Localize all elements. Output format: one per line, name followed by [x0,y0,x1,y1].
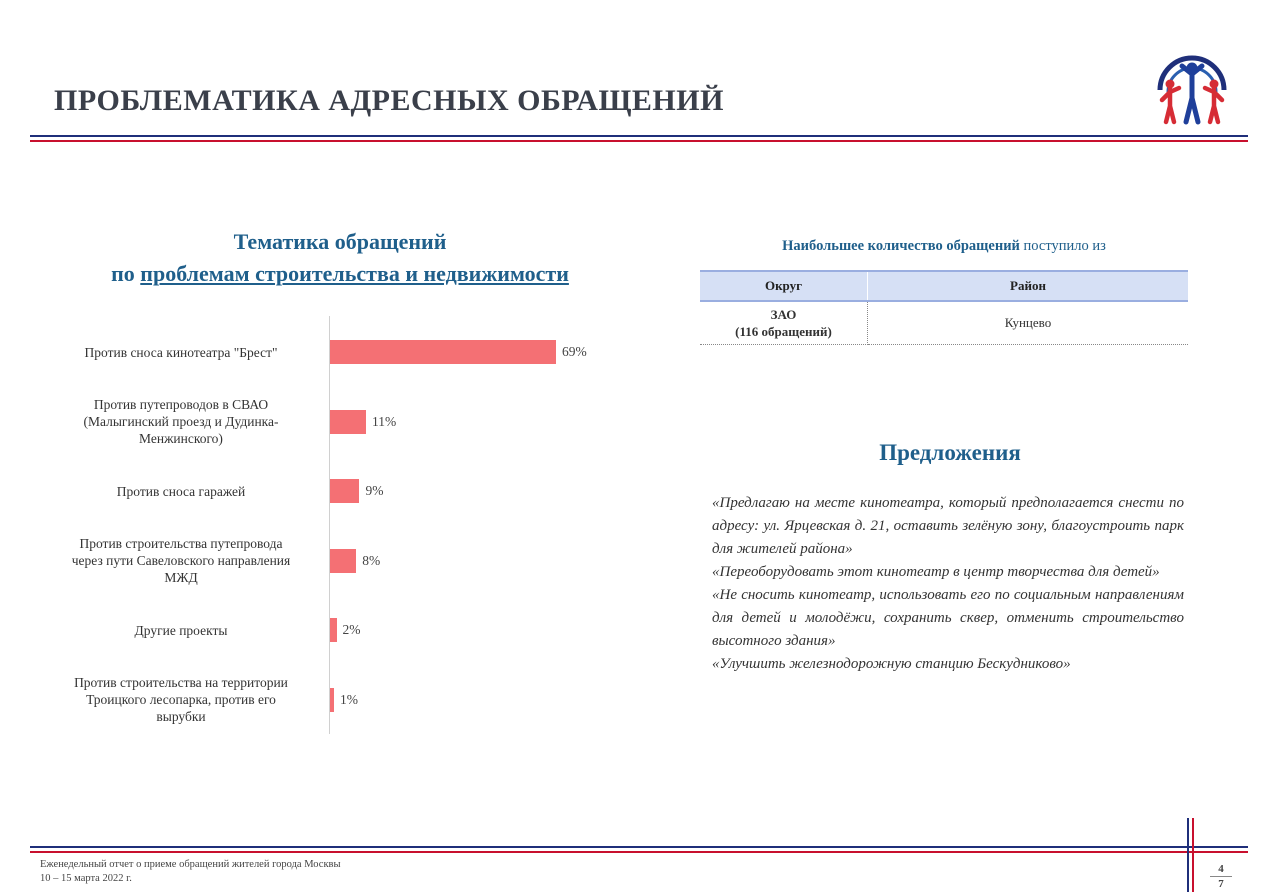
okrug-name: ЗАО [770,307,797,322]
column-header-okrug: Округ [700,271,868,301]
offer-item: «Переоборудовать этот кинотеатр в центр творчества для детей» [712,564,1160,580]
footer-report-info [40,858,341,886]
chart-axis-line [329,316,330,734]
chart-title-line1: Тематика обращений [233,229,447,254]
header-divider-red [30,140,1248,142]
chart-title-underlined: проблемам строительства и недвижимости [140,261,569,286]
okrug-count: (116 обращений) [735,324,832,339]
footer-report-title: Еженедельный отчет о приеме обращений жителей города Москвы [40,859,341,870]
value-label: 1% [340,691,358,707]
category-label: Против сноса кинотеатра "Брест" [84,344,278,360]
category-label: Другие проекты [134,622,228,638]
footer-report-date: 10 – 15 марта 2022 г. [40,873,132,884]
bar [330,410,366,434]
bar [330,688,334,712]
most-appeals-table [700,270,1188,345]
category-label: Против строительства на территории Троицкого лесопарка, против его вырубки [74,675,288,724]
offers-title: Предложения [879,440,1021,465]
page-title: ПРОБЛЕМАТИКА АДРЕСНЫХ ОБРАЩЕНИЙ [54,84,724,117]
okrug-cell [700,301,868,345]
footer-vertical-red [1192,818,1194,892]
chart-title-prefix: по [111,261,141,286]
value-label: 11% [372,413,397,429]
bar [330,549,356,573]
bar [330,618,337,642]
category-label: Против путепроводов в СВАО (Малыгинский проезд и Дудинка- Менжинского) [83,397,279,446]
value-label: 9% [365,483,384,498]
footer-divider-navy [30,846,1248,848]
category-label: Против строительства путепровода через пути Савеловского направления МЖД [71,536,291,585]
header-divider-navy [30,135,1248,137]
offer-item: «Предлагаю на месте кинотеатра, который предполагается снести по адресу: ул. Ярцевская д. 21, оставить зелёную зону, благоустроить парк для жителей района» [712,495,1184,557]
rayon-cell: Кунцево [868,301,1189,345]
category-label: Против сноса гаражей [116,483,246,499]
page-current: 4 [1210,862,1232,877]
bar [330,479,359,503]
chart-title [40,226,640,290]
chart-title-line2 [40,258,640,290]
most-appeals-caption [700,238,1188,255]
page-total: 7 [1218,878,1224,890]
bar [330,340,556,364]
value-label: 69% [562,344,587,359]
offer-item: «Не сносить кинотеатр, использовать его по социальным направлениям для детей и молодёжи, сохранить сквер, отменить строительство высотного здания» [712,587,1184,649]
most-appeals-caption-bold: Наибольшее количество обращений [782,238,1020,254]
people-logo-icon [1146,36,1238,128]
value-label: 2% [342,622,361,637]
footer-divider-red [30,851,1248,853]
column-header-rayon: Район [868,271,1189,301]
offer-item: «Улучшить железнодорожную станцию Бескудниково» [712,656,1071,672]
most-appeals-caption-rest: поступило из [1019,238,1106,254]
page-number [1210,862,1232,891]
topics-bar-chart [40,312,640,742]
value-label: 8% [362,552,381,568]
table-row [700,301,1188,345]
footer-vertical-navy [1187,818,1189,892]
offers-list [712,492,1184,676]
